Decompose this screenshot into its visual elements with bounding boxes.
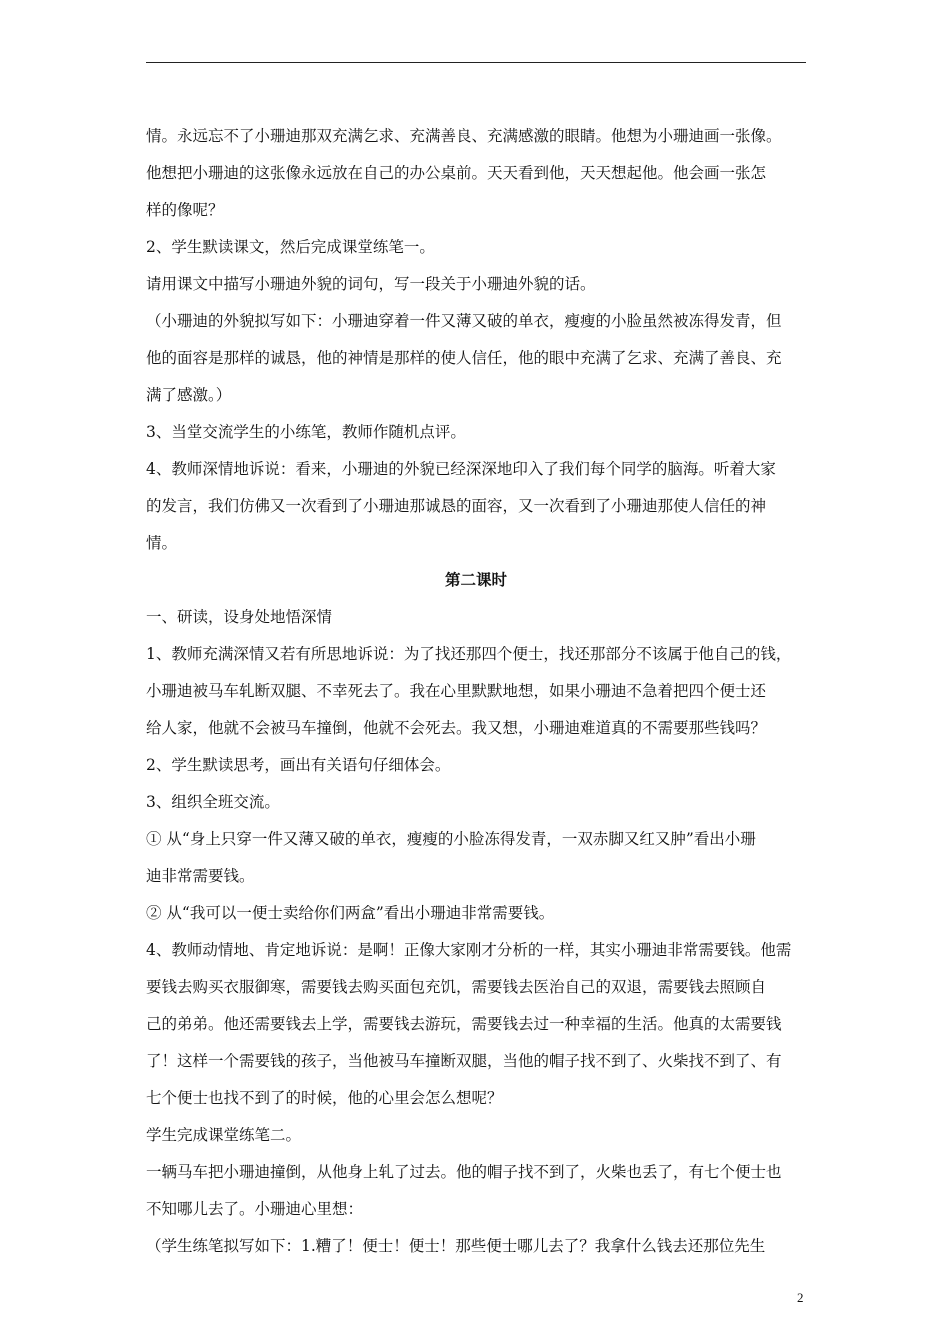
text-line: （小珊迪的外貌拟写如下：小珊迪穿着一件又薄又破的单衣，瘦瘦的小脸虽然被冻得发青，但 (146, 312, 782, 330)
section-heading: 第二课时 (444, 571, 507, 589)
text-line: 要钱去购买衣服御寒，需要钱去购买面包充饥，需要钱去医治自己的双退，需要钱去照顾自 (146, 978, 767, 996)
text-line: 情。 (146, 534, 178, 552)
text-line: 样的像呢？ (146, 201, 224, 219)
text-line: 他想把小珊迪的这张像永远放在自己的办公桌前。天天看到他，天天想起他。他会画一张怎 (146, 164, 767, 182)
text-line: 不知哪儿去了。小珊迪心里想： (146, 1200, 364, 1218)
text-line: 迪非常需要钱。 (146, 867, 255, 885)
text-line: 一、研读，设身处地悟深情 (146, 608, 333, 626)
text-line: ② 从“我可以一便士卖给你们两盒”看出小珊迪非常需要钱。 (146, 904, 555, 922)
text-line: 4、教师深情地诉说：看来，小珊迪的外貌已经深深地印入了我们每个同学的脑海。听着大家 (146, 460, 776, 478)
document-body (146, 118, 806, 1265)
text-line: 一辆马车把小珊迪撞倒，从他身上轧了过去。他的帽子找不到了，火柴也丢了，有七个便士也 (146, 1163, 782, 1181)
text-line: 给人家，他就不会被马车撞倒，他就不会死去。我又想，小珊迪难道真的不需要那些钱吗？ (146, 719, 767, 737)
text-line: 3、组织全班交流。 (146, 793, 280, 811)
text-line: 2、学生默读思考，画出有关语句仔细体会。 (146, 756, 451, 774)
text-line: 3、当堂交流学生的小练笔，教师作随机点评。 (146, 423, 466, 441)
text-line: 情。永远忘不了小珊迪那双充满乞求、充满善良、充满感激的眼睛。他想为小珊迪画一张像。 (146, 127, 782, 145)
text-line: 满了感激。） (146, 386, 232, 404)
text-line: 请用课文中描写小珊迪外貌的词句，写一段关于小珊迪外貌的话。 (146, 275, 596, 293)
text-line: 1、教师充满深情又若有所思地诉说：为了找还那四个便士，找还那部分不该属于他自己的钱， (146, 645, 792, 663)
text-line: ① 从“身上只穿一件又薄又破的单衣，瘦瘦的小脸冻得发青，一双赤脚又红又肿”看出小珊 (146, 830, 756, 848)
text-line: 的发言，我们仿佛又一次看到了小珊迪那诚恳的面容，又一次看到了小珊迪那使人信任的神 (146, 497, 767, 515)
page-number: 2 (797, 1290, 804, 1305)
text-line: 学生完成课堂练笔二。 (146, 1126, 302, 1144)
text-line: 4、教师动情地、肯定地诉说：是啊！正像大家刚才分析的一样，其实小珊迪非常需要钱。他需 (146, 941, 792, 959)
header-rule (146, 62, 806, 63)
text-line: 七个便士也找不到了的时候，他的心里会怎么想呢？ (146, 1089, 503, 1107)
text-line: 己的弟弟。他还需要钱去上学，需要钱去游玩，需要钱去过一种幸福的生活。他真的太需要钱 (146, 1015, 782, 1033)
text-line: 他的面容是那样的诚恳，他的神情是那样的使人信任，他的眼中充满了乞求、充满了善良、充 (146, 349, 782, 367)
text-line: 2、学生默读课文，然后完成课堂练笔一。 (146, 238, 435, 256)
text-line: （学生练笔拟写如下：1.糟了！便士！便士！那些便士哪儿去了？我拿什么钱去还那位先生 (146, 1237, 766, 1255)
text-line: 小珊迪被马车轧断双腿、不幸死去了。我在心里默默地想，如果小珊迪不急着把四个便士还 (146, 682, 767, 700)
text-line: 了！这样一个需要钱的孩子，当他被马车撞断双腿，当他的帽子找不到了、火柴找不到了、有 (146, 1052, 782, 1070)
